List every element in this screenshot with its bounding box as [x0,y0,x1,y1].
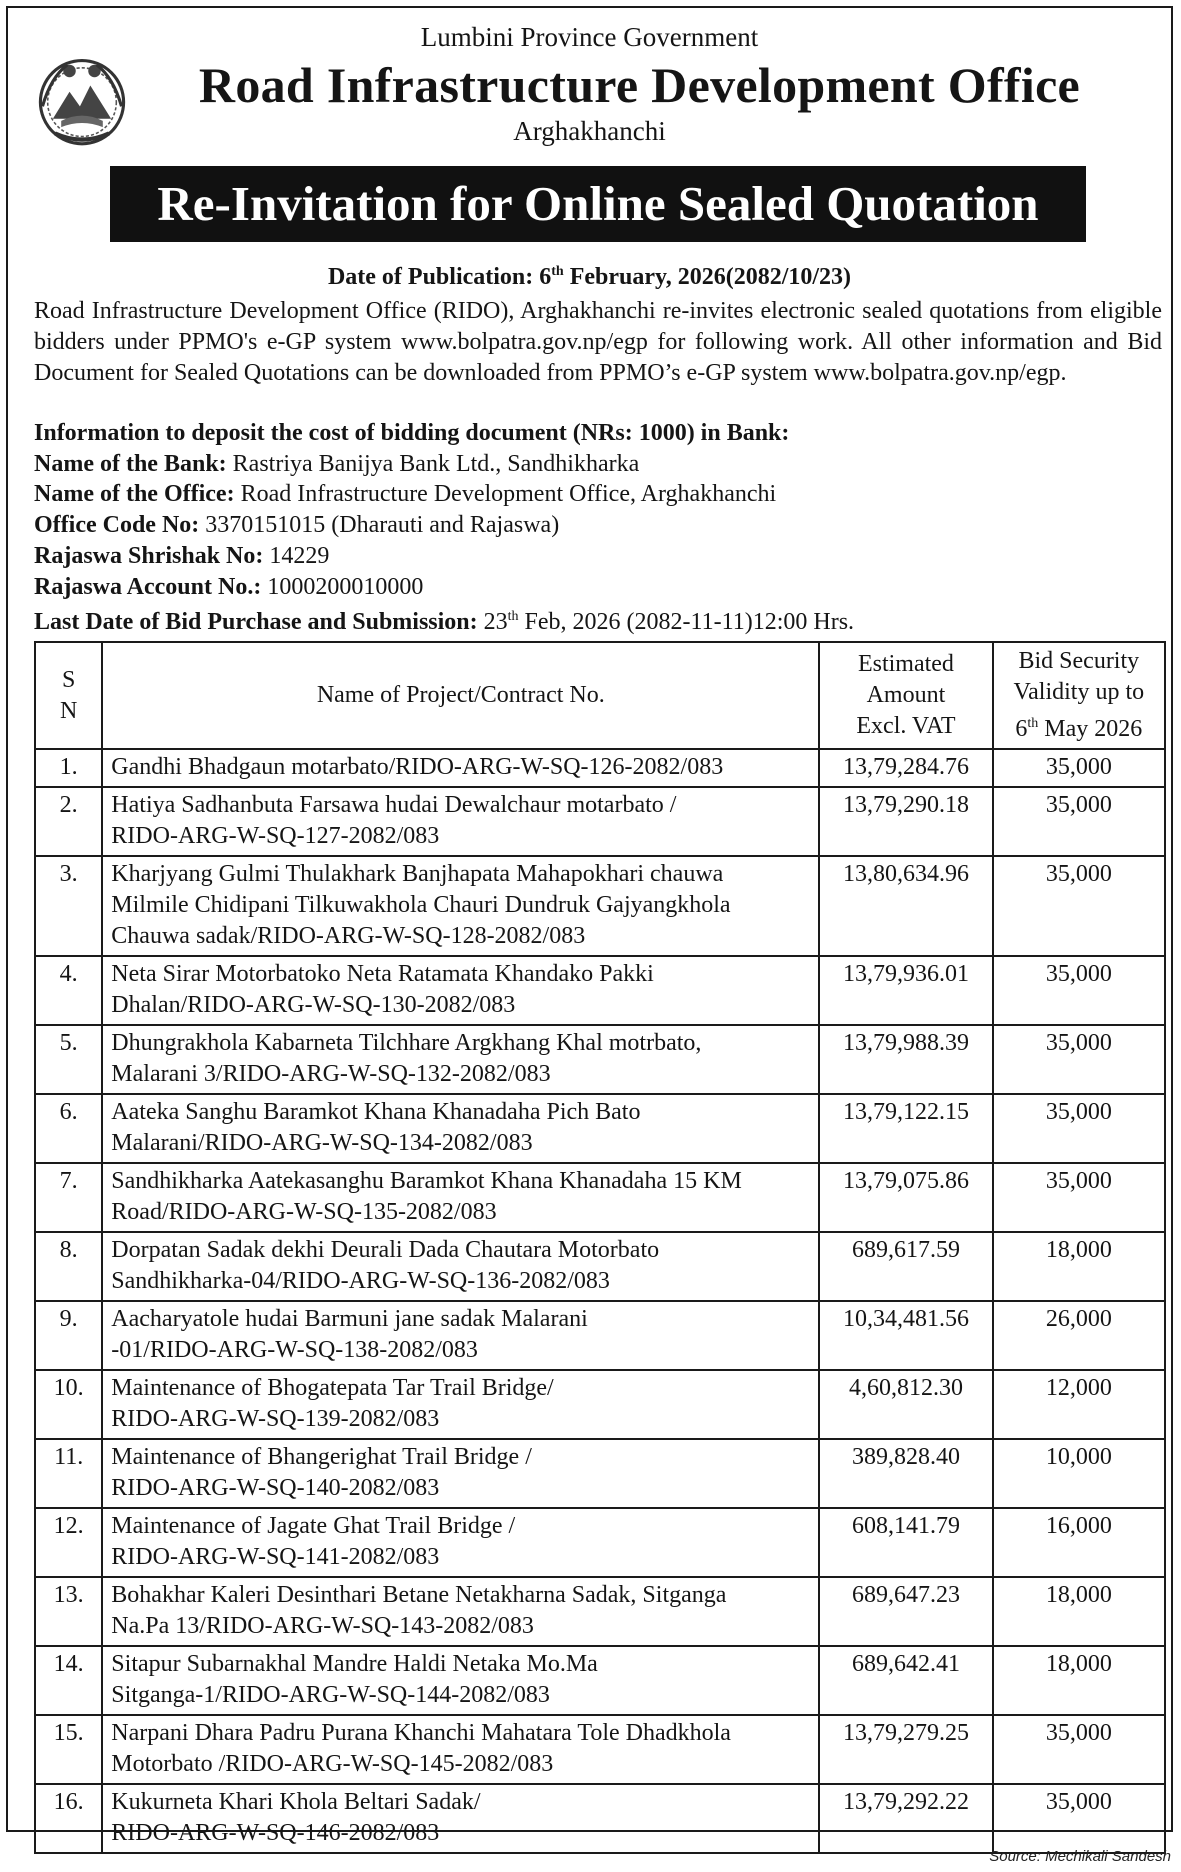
table-row [35,1646,1165,1715]
row-bid-security: 35,000 [993,1715,1165,1784]
row-project-name [102,1784,819,1853]
table-row [35,1301,1165,1370]
project-name-line: Maintenance of Jagate Ghat Trail Bridge / [111,1513,516,1539]
project-name-line: -01/RIDO-ARG-W-SQ-138-2082/083 [111,1337,478,1363]
project-name-line: Dhalan/RIDO-ARG-W-SQ-130-2082/083 [111,992,516,1018]
project-name-line: Malarani 3/RIDO-ARG-W-SQ-132-2082/083 [111,1061,551,1087]
table-row [35,1577,1165,1646]
row-bid-security: 35,000 [993,856,1165,956]
publication-date [8,264,1171,291]
notice-banner: Re-Invitation for Online Sealed Quotation [110,166,1086,242]
deposit-info [34,418,1162,638]
project-name-line: Gandhi Bhadgaun motarbato/RIDO-ARG-W-SQ-126-2082/083 [111,754,724,780]
row-serial-number: 11. [35,1439,102,1508]
row-project-name [102,787,819,856]
project-name-line: Motorbato /RIDO-ARG-W-SQ-145-2082/083 [111,1751,554,1777]
project-name-line: Maintenance of Bhogatepata Tar Trail Bridge/ [111,1375,554,1401]
estimated-amount-header: Estimated Amount Excl. VAT [819,642,992,749]
row-serial-number: 10. [35,1370,102,1439]
intro-paragraph: Road Infrastructure Development Office (RIDO), Arghakhanchi re-invites electronic sealed quotations from eligible bidders under PPMO's e-GP system www.bolpatra.gov.np/egp for following work. All other information and Bid Document for Sealed Quotations can be downloaded from PPMO’s e-GP system www.bolpatra.gov.np/egp. [34,298,1162,386]
project-name-line: Dorpatan Sadak dekhi Deurali Dada Chautara Motorbato [111,1237,660,1263]
sn-header: S N [35,642,102,749]
row-estimated-amount: 689,647.23 [819,1577,992,1646]
table-row [35,1715,1165,1784]
row-estimated-amount: 689,617.59 [819,1232,992,1301]
row-estimated-amount: 4,60,812.30 [819,1370,992,1439]
row-serial-number: 7. [35,1163,102,1232]
office-name-line: Name of the Office: Road Infrastructure Development Office, Arghakhanchi [34,481,777,508]
rajaswa-account-line: Rajaswa Account No.: 1000200010000 [34,573,424,600]
project-name-line: Sitapur Subarnakhal Mandre Haldi Netaka Mo.Ma [111,1651,598,1677]
project-name-line: RIDO-ARG-W-SQ-146-2082/083 [111,1820,440,1846]
row-project-name [102,1439,819,1508]
table-row [35,1025,1165,1094]
row-estimated-amount: 389,828.40 [819,1439,992,1508]
project-name-header: Name of Project/Contract No. [102,642,819,749]
row-bid-security: 16,000 [993,1508,1165,1577]
row-estimated-amount: 13,79,075.86 [819,1163,992,1232]
office-code-line: Office Code No: 3370151015 (Dharauti and Rajaswa) [34,512,560,539]
row-project-name [102,1301,819,1370]
table-row [35,1163,1165,1232]
row-serial-number: 12. [35,1508,102,1577]
project-name-line: Bohakhar Kaleri Desinthari Betane Netakharna Sadak, Sitganga [111,1582,727,1608]
project-name-line: Chauwa sadak/RIDO-ARG-W-SQ-128-2082/083 [111,923,586,949]
row-project-name [102,749,819,787]
table-row [35,1370,1165,1439]
row-project-name [102,1370,819,1439]
project-name-line: Milmile Chidipani Tilkuwakhola Chauri Dundruk Gajyangkhola [111,892,731,918]
table-row [35,1232,1165,1301]
publication-date-day: 6 [539,264,552,290]
project-name-line: Narpani Dhara Padru Purana Khanchi Mahatara Tole Dhadkhola [111,1720,731,1746]
row-estimated-amount: 13,80,634.96 [819,856,992,956]
works-table [34,641,1166,1854]
publication-date-rest: February, 2026(2082/10/23) [569,264,852,290]
rajaswa-shrishak-line: Rajaswa Shrishak No: 14229 [34,542,330,569]
row-serial-number: 5. [35,1025,102,1094]
row-bid-security: 26,000 [993,1301,1165,1370]
row-bid-security: 18,000 [993,1646,1165,1715]
source-credit: Source: Mechikali Sandesh [989,1848,1171,1865]
project-name-line: RIDO-ARG-W-SQ-140-2082/083 [111,1475,440,1501]
row-bid-security: 10,000 [993,1439,1165,1508]
row-estimated-amount: 10,34,481.56 [819,1301,992,1370]
row-estimated-amount: 13,79,988.39 [819,1025,992,1094]
row-project-name [102,1094,819,1163]
project-name-line: Maintenance of Bhangerighat Trail Bridge / [111,1444,532,1470]
row-estimated-amount: 13,79,292.22 [819,1784,992,1853]
bank-name-line: Name of the Bank: Rastriya Banijya Bank Ltd., Sandhikharka [34,450,640,477]
table-row [35,749,1165,787]
row-serial-number: 2. [35,787,102,856]
row-serial-number: 16. [35,1784,102,1853]
table-row [35,1784,1165,1853]
row-serial-number: 14. [35,1646,102,1715]
row-serial-number: 13. [35,1577,102,1646]
last-date-line: Last Date of Bid Purchase and Submission: 23th Feb, 2026 (2082-11-11)12:00 Hrs. [34,609,855,636]
row-serial-number: 15. [35,1715,102,1784]
project-name-line: Road/RIDO-ARG-W-SQ-135-2082/083 [111,1199,497,1225]
row-bid-security: 12,000 [993,1370,1165,1439]
project-name-line: Hatiya Sadhanbuta Farsawa hudai Dewalchaur motarbato / [111,792,677,818]
table-row [35,856,1165,956]
row-estimated-amount: 608,141.79 [819,1508,992,1577]
row-project-name [102,1232,819,1301]
project-name-line: RIDO-ARG-W-SQ-139-2082/083 [111,1406,440,1432]
row-serial-number: 8. [35,1232,102,1301]
row-project-name [102,1025,819,1094]
project-name-line: Kukurneta Khari Khola Beltari Sadak/ [111,1789,481,1815]
row-estimated-amount: 13,79,936.01 [819,956,992,1025]
row-bid-security: 35,000 [993,1025,1165,1094]
row-project-name [102,1577,819,1646]
project-name-line: Neta Sirar Motorbatoko Neta Ratamata Khandako Pakki [111,961,654,987]
row-serial-number: 3. [35,856,102,956]
row-project-name [102,1646,819,1715]
row-bid-security: 35,000 [993,1094,1165,1163]
notice-header [8,8,1171,160]
row-bid-security: 35,000 [993,1163,1165,1232]
row-bid-security: 18,000 [993,1232,1165,1301]
row-project-name [102,1508,819,1577]
district-name: Arghakhanchi [513,116,666,146]
project-name-line: Sitganga-1/RIDO-ARG-W-SQ-144-2082/083 [111,1682,550,1708]
row-serial-number: 6. [35,1094,102,1163]
table-row [35,956,1165,1025]
table-row [35,1508,1165,1577]
row-estimated-amount: 13,79,279.25 [819,1715,992,1784]
table-row [35,1094,1165,1163]
project-name-line: Dhungrakhola Kabarneta Tilchhare Argkhang Khal motrbato, [111,1030,702,1056]
project-name-line: Malarani/RIDO-ARG-W-SQ-134-2082/083 [111,1130,533,1156]
row-estimated-amount: 689,642.41 [819,1646,992,1715]
project-name-line: Kharjyang Gulmi Thulakhark Banjhapata Mahapokhari chauwa [111,861,724,887]
project-name-line: Sandhikharka Aatekasanghu Baramkot Khana Khanadaha 15 KM [111,1168,742,1194]
row-bid-security: 35,000 [993,749,1165,787]
government-name: Lumbini Province Government [420,22,759,52]
row-bid-security: 18,000 [993,1577,1165,1646]
works-table-body [35,749,1165,1853]
table-row [35,787,1165,856]
row-estimated-amount: 13,79,284.76 [819,749,992,787]
deposit-heading: Information to deposit the cost of bidding document (NRs: 1000) in Bank: [34,420,790,446]
publication-date-label: Date of Publication: [327,264,534,290]
row-project-name [102,1163,819,1232]
row-bid-security: 35,000 [993,1784,1165,1853]
project-name-line: Na.Pa 13/RIDO-ARG-W-SQ-143-2082/083 [111,1613,534,1639]
row-bid-security: 35,000 [993,956,1165,1025]
project-name-line: Aateka Sanghu Baramkot Khana Khanadaha Pich Bato [111,1099,641,1125]
project-name-line: RIDO-ARG-W-SQ-141-2082/083 [111,1544,440,1570]
row-serial-number: 1. [35,749,102,787]
table-row [35,1439,1165,1508]
row-bid-security: 35,000 [993,787,1165,856]
row-project-name [102,856,819,956]
table-header-row [35,642,1165,749]
project-name-line: Aacharyatole hudai Barmuni jane sadak Malarani [111,1306,588,1332]
row-serial-number: 4. [35,956,102,1025]
row-project-name [102,956,819,1025]
bid-security-header: Bid Security Validity up to 6th May 2026 [993,642,1165,749]
office-title: Road Infrastructure Development Office [198,57,1081,113]
row-serial-number: 9. [35,1301,102,1370]
project-name-line: RIDO-ARG-W-SQ-127-2082/083 [111,823,440,849]
row-project-name [102,1715,819,1784]
publication-date-suffix: th [551,264,564,279]
project-name-line: Sandhikharka-04/RIDO-ARG-W-SQ-136-2082/083 [111,1268,610,1294]
row-estimated-amount: 13,79,122.15 [819,1094,992,1163]
row-estimated-amount: 13,79,290.18 [819,787,992,856]
notice-page [6,6,1173,1846]
